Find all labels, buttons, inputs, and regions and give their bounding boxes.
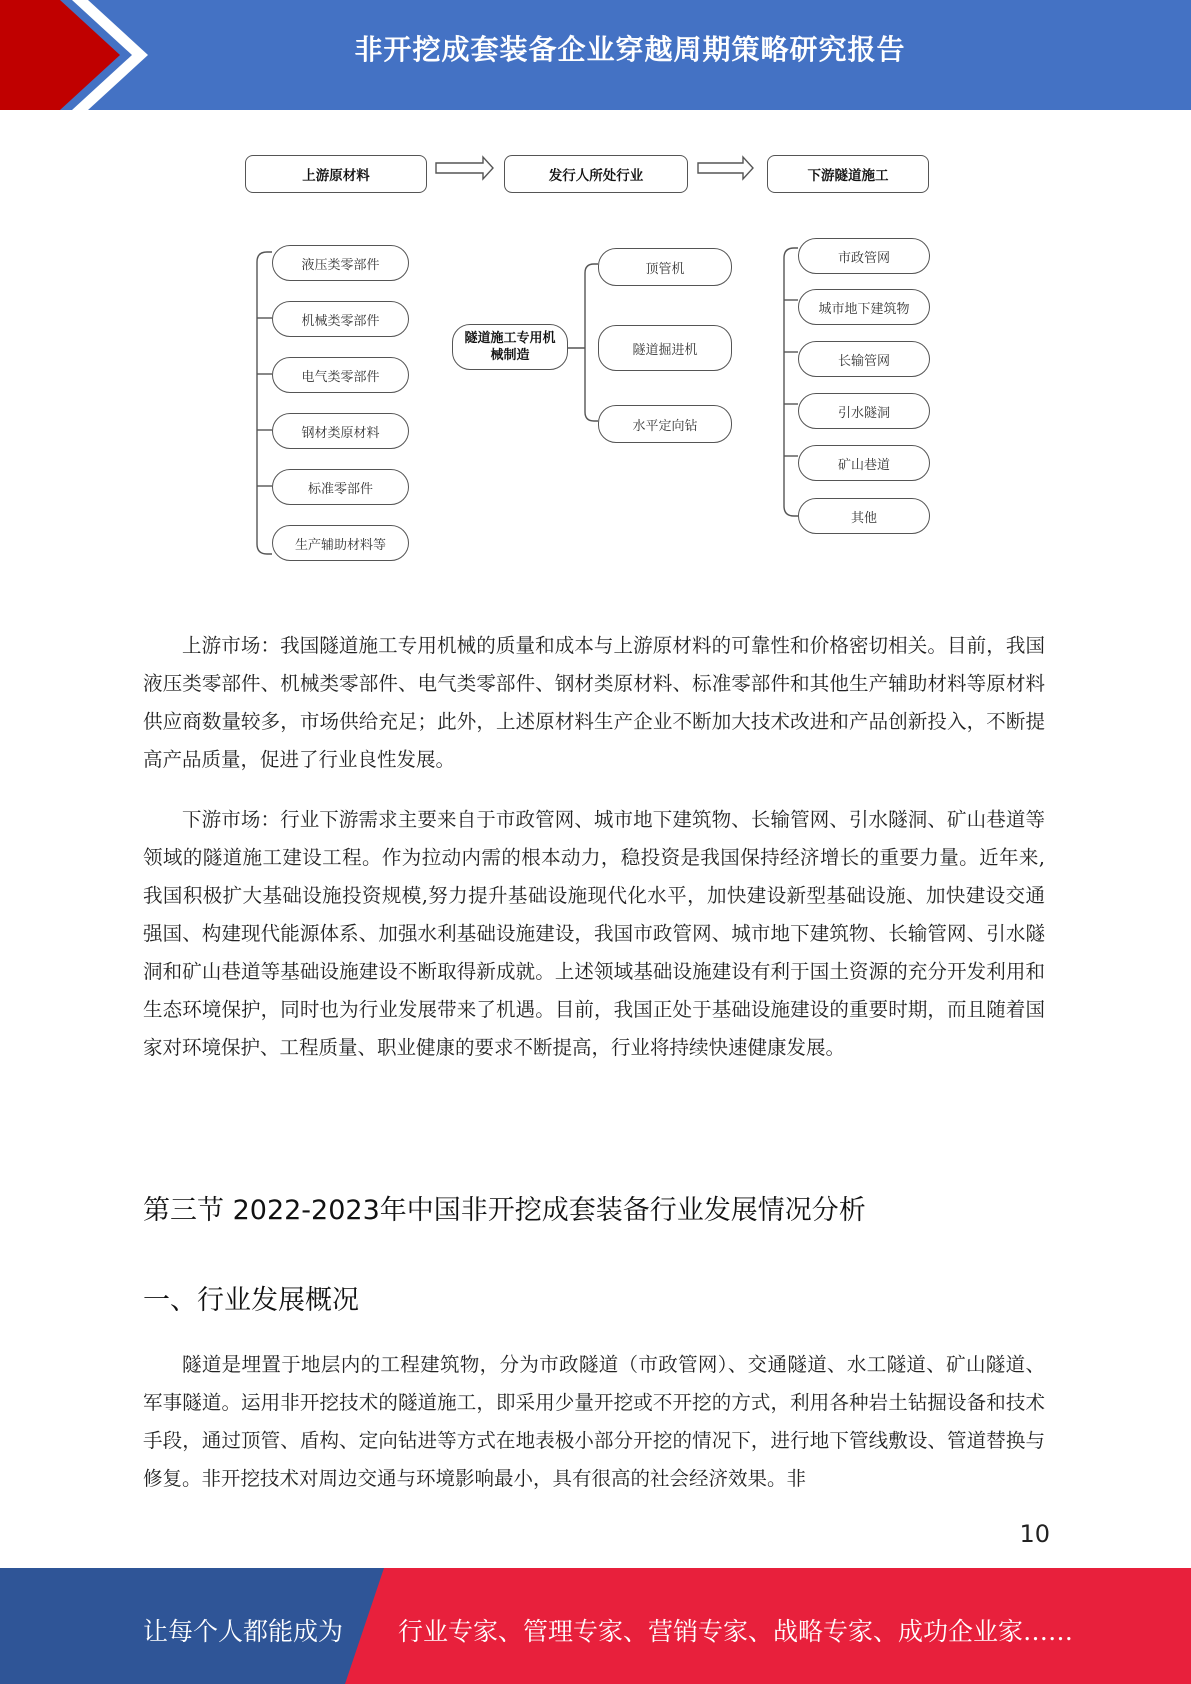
- industry-chain-diagram: [230, 148, 950, 578]
- upstream-item-standard-parts: 标准零部件: [272, 469, 409, 505]
- upstream-item-steel: 钢材类原材料: [272, 413, 409, 449]
- downstream-item-long-pipeline: 长输管网: [798, 341, 930, 377]
- machine-pipe-jacking: 顶管机: [598, 248, 732, 286]
- upstream-item-electrical: 电气类零部件: [272, 357, 409, 393]
- issuer-industry-header: 发行人所处行业: [504, 155, 688, 193]
- page-footer: [0, 1568, 1191, 1684]
- upstream-materials-header: 上游原材料: [245, 155, 427, 193]
- downstream-item-water-tunnel: 引水隧洞: [798, 393, 930, 429]
- footer-slogan-right: 行业专家、管理专家、营销专家、战略专家、成功企业家……: [398, 1617, 1074, 1646]
- upstream-item-hydraulic: 液压类零部件: [272, 245, 409, 281]
- machine-tunnel-boring: 隧道掘进机: [598, 325, 732, 371]
- machine-hdd: 水平定向钻: [598, 405, 732, 443]
- report-title: 非开挖成套装备企业穿越周期策略研究报告: [354, 33, 906, 66]
- header-chevron-decoration: [0, 0, 160, 110]
- downstream-item-municipal: 市政管网: [798, 238, 930, 274]
- page-number: 10: [1019, 1520, 1050, 1548]
- core-industry-node: 隧道施工专用机械制造: [452, 324, 568, 370]
- subsection-title: 一、行业发展概况: [143, 1285, 359, 1316]
- downstream-item-mine-roadway: 矿山巷道: [798, 445, 930, 481]
- page-header: [0, 0, 1191, 110]
- downstream-item-other: 其他: [798, 498, 930, 534]
- footer-slogan-left: 让每个人都能成为: [143, 1617, 344, 1646]
- upstream-item-auxiliary: 生产辅助材料等: [272, 525, 409, 561]
- upstream-item-mechanical: 机械类零部件: [272, 301, 409, 337]
- section-title: 第三节 2022-2023年中国非开挖成套装备行业发展情况分析: [143, 1195, 866, 1226]
- paragraph-industry-overview: 隧道是埋置于地层内的工程建筑物，分为市政隧道（市政管网）、交通隧道、水工隧道、矿山隧道、军事隧道。运用非开挖技术的隧道施工，即采用少量开挖或不开挖的方式，利用各种岩土钻掘设备和技术手段，通过顶管、盾构、定向钻进等方式在地表极小部分开挖的情况下，进行地下管线敷设、管道替换与修复。非开挖技术对周边交通与环境影响最小，具有很高的社会经济效果。非: [143, 1353, 1045, 1490]
- downstream-construction-header: 下游隧道施工: [767, 155, 929, 193]
- downstream-item-underground-buildings: 城市地下建筑物: [798, 289, 930, 325]
- paragraph-upstream-market: 上游市场：我国隧道施工专用机械的质量和成本与上游原材料的可靠性和价格密切相关。目前，我国液压类零部件、机械类零部件、电气类零部件、钢材类原材料、标准零部件和其他生产辅助材料等原材料供应商数量较多，市场供给充足；此外，上述原材料生产企业不断加大技术改进和产品创新投入，不断提高产品质量，促进了行业良性发展。: [143, 634, 1045, 771]
- paragraph-downstream-market: 下游市场：行业下游需求主要来自于市政管网、城市地下建筑物、长输管网、引水隧洞、矿山巷道等领域的隧道施工建设工程。作为拉动内需的根本动力，稳投资是我国保持经济增长的重要力量。近年来,我国积极扩大基础设施投资规模,努力提升基础设施现代化水平，加快建设新型基础设施、加快建设交通强国、构建现代能源体系、加强水利基础设施建设，我国市政管网、城市地下建筑物、长输管网、引水隧洞和矿山巷道等基础设施建设不断取得新成就。上述领域基础设施建设有利于国土资源的充分开发利用和生态环境保护，同时也为行业发展带来了机遇。目前，我国正处于基础设施建设的重要时期，而且随着国家对环境保护、工程质量、职业健康的要求不断提高，行业将持续快速健康发展。: [143, 808, 1045, 1059]
